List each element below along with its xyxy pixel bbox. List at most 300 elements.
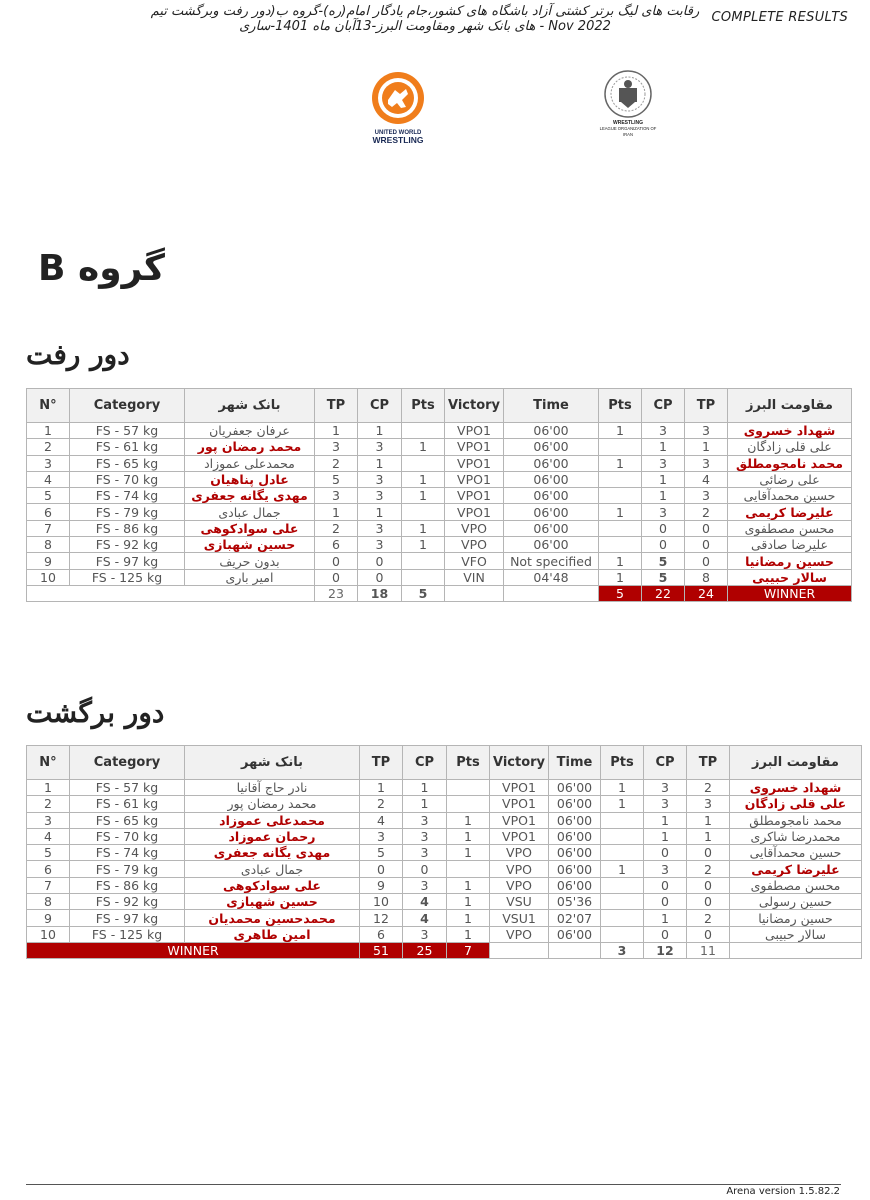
left-tp: 5 (360, 845, 403, 861)
bout-number: 10 (27, 569, 70, 585)
bout-time: 06'00 (549, 812, 601, 828)
total-left-cp: 18 (358, 585, 402, 601)
right-wrestler-name: حسین محمدآقایی (728, 488, 852, 504)
total-right-cp: 22 (642, 585, 685, 601)
bout-time: 06'00 (549, 796, 601, 812)
bout-number: 3 (27, 455, 70, 471)
right-pts: 1 (599, 504, 642, 520)
left-wrestler-name: جمال عبادی (185, 861, 360, 877)
right-pts: 1 (599, 423, 642, 439)
left-tp: 3 (360, 828, 403, 844)
total-right-pts: 3 (601, 942, 644, 958)
right-tp: 0 (685, 553, 728, 569)
total-left-tp: 23 (315, 585, 358, 601)
right-cp: 3 (644, 780, 687, 796)
victory-type: VSU (490, 894, 549, 910)
victory-type: VPO1 (445, 439, 504, 455)
bout-time: 06'00 (504, 488, 599, 504)
right-tp: 0 (685, 537, 728, 553)
total-left-cp: 25 (403, 942, 447, 958)
wrestling-league-logo-line3: IRAN (622, 132, 634, 137)
total-right-pts: 5 (599, 585, 642, 601)
right-wrestler-name: علی قلی زادگان (730, 796, 862, 812)
victory-type: VPO (445, 520, 504, 536)
left-pts: 1 (447, 845, 490, 861)
round1-col-category: Category (70, 389, 185, 423)
left-tp: 3 (315, 439, 358, 455)
right-pts (599, 471, 642, 487)
bout-number: 9 (27, 553, 70, 569)
right-tp: 1 (687, 812, 730, 828)
round2-col-cp-left: CP (403, 746, 447, 780)
weight-category: FS - 86 kg (70, 877, 185, 893)
right-pts (599, 520, 642, 536)
right-wrestler-name: حسین محمدآقایی (730, 845, 862, 861)
round2-col-pts-left: Pts (447, 746, 490, 780)
weight-category: FS - 61 kg (70, 439, 185, 455)
left-tp: 2 (315, 455, 358, 471)
right-cp: 3 (644, 796, 687, 812)
bout-number: 2 (27, 439, 70, 455)
bout-number: 4 (27, 471, 70, 487)
wrestling-league-logo (592, 68, 664, 138)
table-row (27, 926, 862, 942)
right-wrestler-name: سالار حبیبی (728, 569, 852, 585)
bout-time: 05'36 (549, 894, 601, 910)
weight-category: FS - 61 kg (70, 796, 185, 812)
bout-number: 10 (27, 926, 70, 942)
right-cp: 3 (642, 423, 685, 439)
left-tp: 0 (315, 553, 358, 569)
right-pts (599, 537, 642, 553)
right-cp: 1 (644, 812, 687, 828)
left-cp: 4 (403, 894, 447, 910)
weight-category: FS - 74 kg (70, 845, 185, 861)
left-pts: 1 (447, 828, 490, 844)
bout-number: 5 (27, 488, 70, 504)
table-row (27, 796, 862, 812)
weight-category: FS - 65 kg (70, 812, 185, 828)
round2-col-cp-right: CP (644, 746, 687, 780)
total-left-pts: 7 (447, 942, 490, 958)
bout-number: 7 (27, 877, 70, 893)
table-row (27, 537, 852, 553)
bout-number: 4 (27, 828, 70, 844)
empty-cell (730, 942, 862, 958)
victory-type: VPO1 (445, 423, 504, 439)
right-pts: 1 (601, 796, 644, 812)
right-wrestler-name: علیرضا صادقی (728, 537, 852, 553)
left-tp: 5 (315, 471, 358, 487)
round2-col-team-left: بانک شهر (185, 746, 360, 780)
bout-time: 06'00 (549, 828, 601, 844)
left-pts: 1 (447, 877, 490, 893)
right-cp: 0 (644, 877, 687, 893)
wrestling-league-logo-line2: LEAGUE ORGANIZATION OF (599, 126, 657, 131)
right-cp: 5 (642, 553, 685, 569)
weight-category: FS - 79 kg (70, 861, 185, 877)
left-pts (402, 423, 445, 439)
left-tp: 1 (315, 504, 358, 520)
right-pts (601, 812, 644, 828)
table-row (27, 894, 862, 910)
uww-logo-line2: WRESTLING (372, 135, 424, 145)
right-cp: 1 (642, 439, 685, 455)
left-pts: 1 (402, 488, 445, 504)
left-cp: 3 (403, 828, 447, 844)
weight-category: FS - 86 kg (70, 520, 185, 536)
right-tp: 0 (687, 894, 730, 910)
right-wrestler-name: محسن مصطفوی (730, 877, 862, 893)
left-pts: 1 (447, 812, 490, 828)
right-wrestler-name: محمد نامجومطلق (728, 455, 852, 471)
round2-col-tp-left: TP (360, 746, 403, 780)
left-wrestler-name: عادل پناهیان (185, 471, 315, 487)
right-cp: 3 (644, 861, 687, 877)
group-title: گروه B (38, 248, 165, 289)
round2-header-row (27, 746, 862, 780)
right-wrestler-name: محمدرضا شاکری (730, 828, 862, 844)
round1-col-victory: Victory (445, 389, 504, 423)
right-tp: 2 (687, 861, 730, 877)
left-tp: 1 (360, 780, 403, 796)
right-tp: 4 (685, 471, 728, 487)
left-cp: 3 (358, 488, 402, 504)
bout-time: 02'07 (549, 910, 601, 926)
right-pts (599, 439, 642, 455)
round1-col-tp-left: TP (315, 389, 358, 423)
bout-number: 6 (27, 504, 70, 520)
round2-body (27, 780, 862, 959)
left-cp: 0 (358, 569, 402, 585)
weight-category: FS - 97 kg (70, 553, 185, 569)
left-cp: 0 (403, 861, 447, 877)
bout-time: 06'00 (549, 877, 601, 893)
victory-type: VPO1 (490, 828, 549, 844)
uww-logo (368, 70, 428, 146)
left-pts: 1 (447, 926, 490, 942)
left-tp: 1 (315, 423, 358, 439)
right-pts (601, 926, 644, 942)
table-row (27, 812, 862, 828)
bout-number: 8 (27, 537, 70, 553)
left-wrestler-name: محمد رمضان پور (185, 439, 315, 455)
table-row (27, 488, 852, 504)
bout-time: 06'00 (549, 861, 601, 877)
table-row (27, 504, 852, 520)
left-pts: 1 (447, 894, 490, 910)
round2-col-tp-right: TP (687, 746, 730, 780)
weight-category: FS - 70 kg (70, 828, 185, 844)
left-cp: 3 (403, 812, 447, 828)
left-tp: 3 (315, 488, 358, 504)
weight-category: FS - 79 kg (70, 504, 185, 520)
left-tp: 2 (315, 520, 358, 536)
victory-type: VPO (490, 877, 549, 893)
table-row (27, 520, 852, 536)
right-wrestler-name: حسین رمضانیا (730, 910, 862, 926)
round2-col-team-right: مقاومت البرز (730, 746, 862, 780)
right-pts (601, 845, 644, 861)
left-pts (402, 569, 445, 585)
right-tp: 0 (687, 845, 730, 861)
left-pts: 1 (402, 471, 445, 487)
victory-type: VPO (490, 845, 549, 861)
right-wrestler-name: علی قلی زادگان (728, 439, 852, 455)
left-wrestler-name: محمدحسین محمدیان (185, 910, 360, 926)
bout-number: 9 (27, 910, 70, 926)
right-wrestler-name: علی رضائی (728, 471, 852, 487)
right-pts: 1 (601, 780, 644, 796)
table-row (27, 553, 852, 569)
footer-divider (26, 1184, 841, 1185)
right-cp: 3 (642, 504, 685, 520)
bout-time: 06'00 (504, 455, 599, 471)
bout-time: 06'00 (549, 926, 601, 942)
left-wrestler-name: امیر باری (185, 569, 315, 585)
empty-cell (504, 585, 599, 601)
right-pts: 1 (601, 861, 644, 877)
right-cp: 1 (642, 471, 685, 487)
left-pts (447, 780, 490, 796)
victory-type: VFO (445, 553, 504, 569)
left-cp: 1 (358, 504, 402, 520)
total-right-tp: 24 (685, 585, 728, 601)
competition-title (140, 4, 710, 34)
right-cp: 1 (644, 910, 687, 926)
bout-number: 2 (27, 796, 70, 812)
left-tp: 10 (360, 894, 403, 910)
left-wrestler-name: مهدی یگانه جعفری (185, 845, 360, 861)
left-cp: 3 (403, 926, 447, 942)
left-cp: 1 (403, 796, 447, 812)
left-tp: 2 (360, 796, 403, 812)
victory-type: VPO1 (445, 455, 504, 471)
table-row (27, 828, 862, 844)
victory-type: VPO (445, 537, 504, 553)
left-wrestler-name: محمدعلی عموزاد (185, 812, 360, 828)
victory-type: VIN (445, 569, 504, 585)
right-tp: 2 (687, 910, 730, 926)
table-row (27, 569, 852, 585)
totals-row (27, 942, 862, 958)
bout-time: 06'00 (549, 845, 601, 861)
bout-time: 06'00 (504, 504, 599, 520)
weight-category: FS - 92 kg (70, 894, 185, 910)
right-pts (601, 877, 644, 893)
victory-type: VPO1 (445, 504, 504, 520)
right-tp: 3 (685, 488, 728, 504)
right-pts: 1 (599, 455, 642, 471)
left-tp: 12 (360, 910, 403, 926)
weight-category: FS - 74 kg (70, 488, 185, 504)
left-cp: 3 (358, 439, 402, 455)
weight-category: FS - 125 kg (70, 569, 185, 585)
bout-time: 06'00 (504, 537, 599, 553)
left-tp: 0 (315, 569, 358, 585)
right-wrestler-name: شهداد خسروی (728, 423, 852, 439)
left-pts: 1 (402, 439, 445, 455)
round1-header-row (27, 389, 852, 423)
victory-type: VPO1 (490, 796, 549, 812)
bout-time: Not specified (504, 553, 599, 569)
round2-col-pts-right: Pts (601, 746, 644, 780)
victory-type: VSU1 (490, 910, 549, 926)
round1-col-team-right: مقاومت البرز (728, 389, 852, 423)
weight-category: FS - 92 kg (70, 537, 185, 553)
right-tp: 0 (687, 877, 730, 893)
uww-logo-line1: UNITED WORLD (374, 130, 422, 136)
round1-col-team-left: بانک شهر (185, 389, 315, 423)
competition-title-line2: های بانک شهر ومقاومت البرز-13آبان ماه 1401-ساری - Nov 2022 (239, 19, 611, 34)
round1-col-cp-right: CP (642, 389, 685, 423)
right-cp: 5 (642, 569, 685, 585)
weight-category: FS - 97 kg (70, 910, 185, 926)
competition-title-line1: رقابت های لیگ برتر کشتی آزاد باشگاه های کشور،جام یادگار امام(ره)-گروه ب(دور رفت وبرگشت تیم (150, 4, 700, 19)
total-left-pts: 5 (402, 585, 445, 601)
weight-category: FS - 125 kg (70, 926, 185, 942)
bout-time: 04'48 (504, 569, 599, 585)
empty-cell (490, 942, 549, 958)
bout-time: 06'00 (504, 520, 599, 536)
round1-title: دور رفت (26, 338, 130, 371)
round1-col-pts-left: Pts (402, 389, 445, 423)
wrestling-league-logo-line1: WRESTLING (613, 120, 643, 126)
left-pts (402, 455, 445, 471)
left-cp: 3 (358, 471, 402, 487)
empty-cell (549, 942, 601, 958)
left-wrestler-name: محمدعلی عموزاد (185, 455, 315, 471)
table-row (27, 877, 862, 893)
right-cp: 1 (642, 488, 685, 504)
right-cp: 0 (644, 926, 687, 942)
left-cp: 3 (358, 520, 402, 536)
bout-number: 6 (27, 861, 70, 877)
complete-results-label: COMPLETE RESULTS (711, 10, 848, 25)
left-tp: 6 (360, 926, 403, 942)
right-tp: 8 (685, 569, 728, 585)
left-tp: 9 (360, 877, 403, 893)
right-cp: 0 (642, 537, 685, 553)
round1-body (27, 423, 852, 602)
left-cp: 1 (403, 780, 447, 796)
table-row (27, 861, 862, 877)
left-wrestler-name: حسین شهبازی (185, 537, 315, 553)
left-wrestler-name: علی سوادکوهی (185, 877, 360, 893)
right-cp: 0 (642, 520, 685, 536)
left-pts (447, 796, 490, 812)
table-row (27, 439, 852, 455)
left-pts (447, 861, 490, 877)
round1-results-table (26, 388, 852, 602)
left-wrestler-name: بدون حریف (185, 553, 315, 569)
right-wrestler-name: سالار حبیبی (730, 926, 862, 942)
right-cp: 1 (644, 828, 687, 844)
table-row (27, 780, 862, 796)
right-wrestler-name: شهداد خسروی (730, 780, 862, 796)
left-tp: 4 (360, 812, 403, 828)
right-cp: 3 (642, 455, 685, 471)
total-right-tp: 11 (687, 942, 730, 958)
weight-category: FS - 57 kg (70, 780, 185, 796)
left-wrestler-name: رحمان عموزاد (185, 828, 360, 844)
left-wrestler-name: علی سوادکوهی (185, 520, 315, 536)
right-tp: 2 (687, 780, 730, 796)
right-wrestler-name: حسین رمضانیا (728, 553, 852, 569)
right-tp: 1 (685, 439, 728, 455)
victory-type: VPO (490, 861, 549, 877)
left-wrestler-name: حسین شهبازی (185, 894, 360, 910)
right-tp: 3 (687, 796, 730, 812)
table-row (27, 455, 852, 471)
totals-row (27, 585, 852, 601)
left-cp: 1 (358, 455, 402, 471)
right-cp: 0 (644, 894, 687, 910)
winner-label-right: WINNER (728, 585, 852, 601)
winner-label-left: WINNER (27, 942, 360, 958)
right-wrestler-name: محسن مصطفوی (728, 520, 852, 536)
bout-time: 06'00 (504, 423, 599, 439)
bout-time: 06'00 (504, 471, 599, 487)
left-tp: 0 (360, 861, 403, 877)
empty-cell (27, 585, 315, 601)
table-row (27, 423, 852, 439)
victory-type: VPO1 (490, 780, 549, 796)
left-cp: 4 (403, 910, 447, 926)
table-row (27, 471, 852, 487)
bout-number: 8 (27, 894, 70, 910)
right-tp: 2 (685, 504, 728, 520)
left-pts: 1 (447, 910, 490, 926)
round1-col-time: Time (504, 389, 599, 423)
left-wrestler-name: نادر حاج آقانیا (185, 780, 360, 796)
weight-category: FS - 57 kg (70, 423, 185, 439)
bout-number: 1 (27, 423, 70, 439)
right-tp: 3 (685, 423, 728, 439)
bout-time: 06'00 (549, 780, 601, 796)
victory-type: VPO (490, 926, 549, 942)
left-pts: 1 (402, 537, 445, 553)
bout-number: 5 (27, 845, 70, 861)
right-wrestler-name: حسین رسولی (730, 894, 862, 910)
left-cp: 1 (358, 423, 402, 439)
round2-col-victory: Victory (490, 746, 549, 780)
round1-col-tp-right: TP (685, 389, 728, 423)
left-cp: 3 (403, 877, 447, 893)
victory-type: VPO1 (490, 812, 549, 828)
right-wrestler-name: علیرضا کریمی (728, 504, 852, 520)
table-row (27, 845, 862, 861)
arena-version: Arena version 1.5.82.2 (726, 1186, 840, 1197)
right-tp: 0 (687, 926, 730, 942)
left-cp: 0 (358, 553, 402, 569)
total-left-tp: 51 (360, 942, 403, 958)
right-tp: 1 (687, 828, 730, 844)
bout-time: 06'00 (504, 439, 599, 455)
right-pts (601, 910, 644, 926)
round1-col-cp-left: CP (358, 389, 402, 423)
left-wrestler-name: جمال عبادی (185, 504, 315, 520)
left-pts (402, 504, 445, 520)
table-row (27, 910, 862, 926)
left-pts (402, 553, 445, 569)
right-wrestler-name: محمد نامجومطلق (730, 812, 862, 828)
left-tp: 6 (315, 537, 358, 553)
round2-results-table (26, 745, 862, 959)
bout-number: 3 (27, 812, 70, 828)
weight-category: FS - 65 kg (70, 455, 185, 471)
round2-col-time: Time (549, 746, 601, 780)
